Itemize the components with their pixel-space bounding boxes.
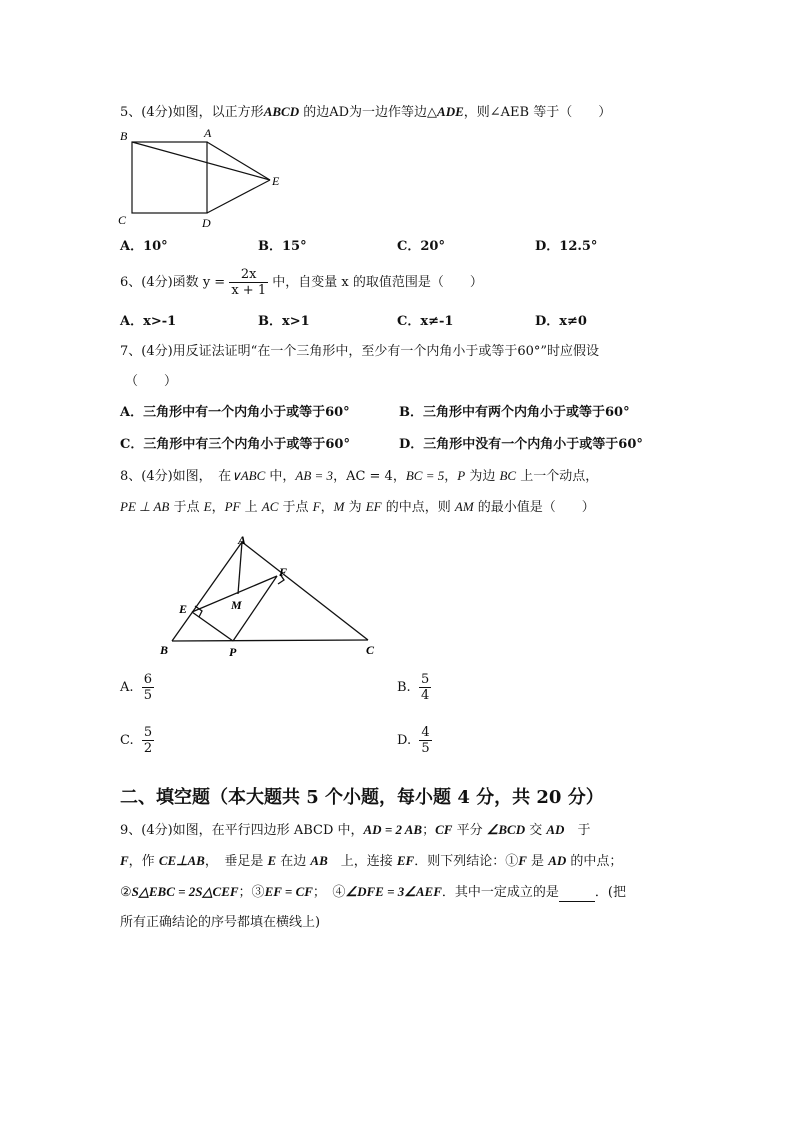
- q9-stem-line3: ②S△EBC = 2S△CEF；③EF = CF； ④∠DFE = 3∠AEF．其中一定成立的是 ．(把: [120, 884, 626, 900]
- label-m: M: [231, 598, 242, 612]
- side-bc: [172, 640, 368, 641]
- segment-pe: [192, 612, 233, 641]
- label-c: C: [118, 213, 127, 227]
- q5-option-d: D．12.5°: [535, 239, 598, 254]
- segment-de: [207, 180, 270, 213]
- q6-stem: 6、(4分)函数 y = $\frac{2x}{x + 1}$ 中，自变量 x 的取值范围是（ ）: [120, 267, 483, 298]
- q8-option-b: B. $\frac{5}{4}$: [397, 672, 430, 703]
- q6-fraction: $\frac{2x}{x + 1}$: [231, 267, 267, 298]
- label-c: C: [366, 643, 375, 657]
- q5-figure: [115, 125, 290, 235]
- label-p: P: [229, 645, 237, 658]
- q8-option-c: C. $\frac{5}{2}$: [120, 725, 153, 756]
- q6-option-c: C．x≠-1: [397, 314, 454, 329]
- label-b: B: [160, 643, 169, 657]
- q6-option-d: D．x≠0: [535, 314, 587, 329]
- label-a: A: [204, 126, 212, 140]
- q7-stem-line2: （ ）: [125, 374, 178, 389]
- segment-ae: [207, 142, 270, 180]
- q8-option-a: A. $\frac{6}{5}$: [120, 672, 153, 703]
- segment-be: [132, 142, 270, 180]
- side-ab: [172, 542, 242, 641]
- q8-figure: [150, 528, 390, 658]
- label-e: E: [179, 602, 188, 616]
- q5-option-c: C．20°: [397, 239, 445, 254]
- q9-stem-line2: F，作 CE⊥AB， 垂足是 E 在边 AB 上，连接 EF．则下列结论：①F 是 AD 的中点；: [120, 853, 623, 869]
- q7-option-d: D．三角形中没有一个内角小于或等于60°: [399, 437, 643, 452]
- section-title-fill-in: 二、填空题（本大题共 5 个小题，每小题 4 分，共 20 分）: [120, 787, 604, 808]
- q8-stem-line2: PE ⊥ AB 于点 E，PF 上 AC 于点 F，M 为 EF 的中点，则 AM 的最小值是（ ）: [120, 499, 595, 515]
- q9-stem-line1: 9、(4分)如图，在平行四边形 ABCD 中，AD = 2 AB；CF 平分 ∠BCD 交 AD 于: [120, 822, 591, 838]
- q7-option-b: B．三角形中有两个内角小于或等于60°: [399, 405, 630, 420]
- label-a: A: [238, 533, 247, 547]
- side-ac: [242, 542, 368, 640]
- q8-option-d: D. $\frac{4}{5}$: [397, 725, 430, 756]
- label-d: D: [202, 216, 211, 230]
- label-b: B: [120, 129, 128, 143]
- q8-stem-line1: 8、(4分)如图， 在∨ABC 中，AB = 3，AC = 4，BC = 5，P 为边 BC 上一个动点，: [120, 468, 599, 484]
- q5-option-b: B．15°: [258, 239, 307, 254]
- q7-option-c: C．三角形中有三个内角小于或等于60°: [120, 437, 350, 452]
- q7-stem-line1: 7、(4分)用反证法证明“在一个三角形中，至少有一个内角小于或等于60°”时应假设: [120, 344, 600, 359]
- label-f: F: [279, 565, 288, 579]
- q6-option-a: A．x>-1: [120, 314, 177, 329]
- q7-option-a: A．三角形中有一个内角小于或等于60°: [120, 405, 350, 420]
- q6-option-b: B．x>1: [258, 314, 310, 329]
- label-e: E: [272, 174, 280, 188]
- answer-blank[interactable]: [559, 885, 595, 902]
- segment-am: [238, 542, 242, 594]
- q5-stem: 5、(4分)如图，以正方形ABCD 的边AD为一边作等边△ADE，则∠AEB 等于（ ）: [120, 104, 612, 120]
- q5-option-a: A．10°: [120, 239, 168, 254]
- q9-stem-line4: 所有正确结论的序号都填在横线上): [120, 915, 321, 930]
